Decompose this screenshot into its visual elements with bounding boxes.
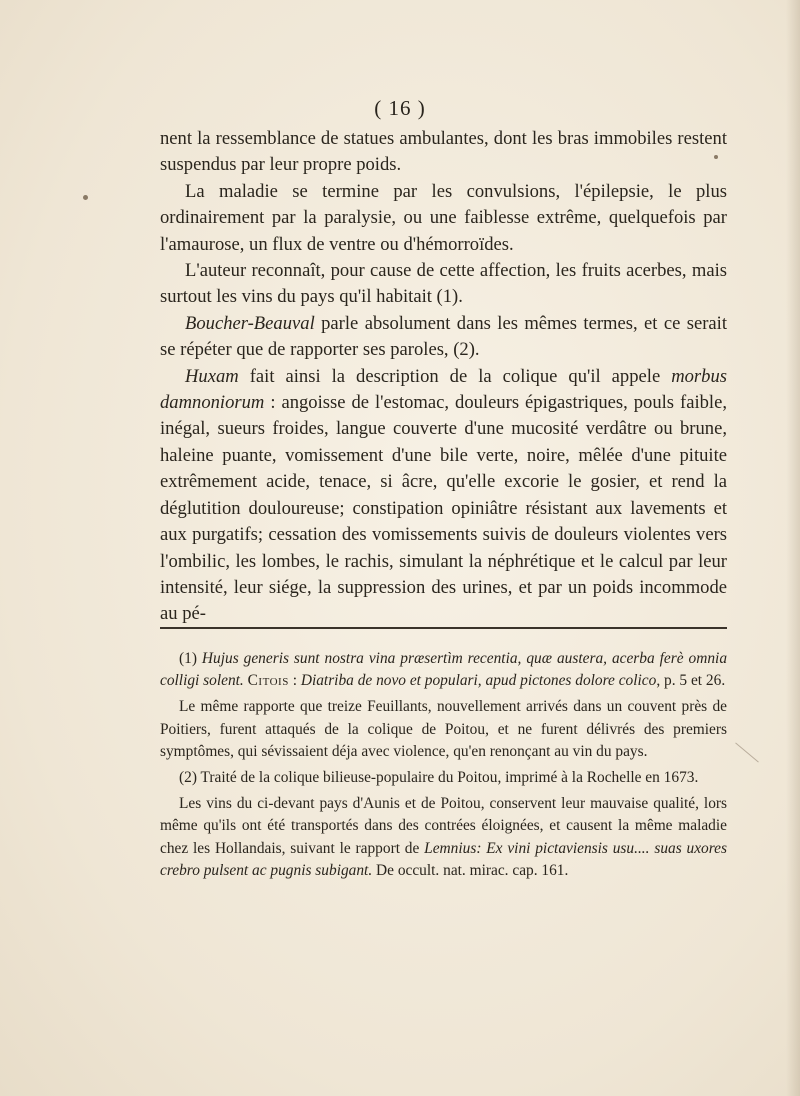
- page-reference: , p. 5 et 26.: [656, 672, 726, 690]
- footnote-marker: (1): [179, 650, 202, 667]
- footnote-separator: [160, 627, 727, 629]
- latin-quote: Lemnius: Ex vini pictaviensis usu.... suas uxores crebro pulsent ac pugnis subigant.: [160, 839, 727, 879]
- footnote-2-continued: [160, 793, 727, 882]
- page-edge-shadow: [786, 0, 800, 1096]
- footnote-2: (2) Traité de la colique bilieuse-populaire du Poitou, imprimé à la Rochelle en 1673.: [179, 769, 699, 787]
- footnote-1: [160, 648, 727, 692]
- page-number: ( 16 ): [374, 96, 426, 120]
- paragraph-text: : angoisse de l'estomac, douleurs épigastriques, pouls faible, inégal, sueurs froides, langue couverte d'une mucosité verdâtre ou brune, haleine puante, vomissement d'une bile verte, noire, mêlée d'une pituite extrêmement acide, tenace, si âcre, qu'elle excorie le gosier, et rend la déglutition douloureuse; constipation opiniâtre résistant aux lavements et aux purgatifs; cessation des vomissements suivis de douleurs violentes vers l'ombilic, les lombes, le rachis, simulant la néphrétique et le calcul par leur intensité, leur siége, la suppression des urines, et par un poids incommode au pé-: [160, 392, 727, 625]
- paragraph-text: fait ainsi la description de la colique qu'il appele: [238, 365, 672, 387]
- paragraph: La maladie se termine par les convulsions, l'épilepsie, le plus ordinairement par la paralysie, ou une faiblesse extrême, quelquefois par l'amaurose, un flux de ventre ou d'hémorroïdes.: [160, 180, 727, 255]
- cited-title: Diatriba de novo et populari, apud pictones dolore colico: [300, 672, 657, 690]
- footnote-text: Les vins du ci-devant pays d'Aunis et de Poitou, conservent leur mauvaise qualité, lors même qu'ils ont été transportés dans des contrées éloignées, et causent la même maladie chez les Hollandais, suivant le rapport de: [160, 795, 727, 857]
- footnote-1-continued: Le même rapporte que treize Feuillants, nouvellement arrivés dans un couvent près de Poitiers, furent attaqués de la colique de Poitou, et ne furent délivrés des premiers symptômes, qui sévissaient déja avec violence, qu'en renonçant au vin du pays.: [160, 698, 727, 760]
- source-reference: De occult. nat. mirac. cap. 161.: [372, 861, 569, 879]
- latin-term: morbus damnoniorum: [160, 365, 727, 414]
- paragraph: L'auteur reconnaît, pour cause de cette affection, les fruits acerbes, mais surtout les vins du pays qu'il habitait (1).: [160, 260, 727, 308]
- paragraph: [160, 311, 727, 364]
- paragraph: nent la ressemblance de statues ambulantes, dont les bras immobiles restent suspendus par leur propre poids.: [160, 128, 727, 176]
- ink-speck: [83, 195, 88, 200]
- paragraph: [160, 364, 727, 628]
- cited-author: Citois: [247, 672, 289, 690]
- author-name: Huxam: [185, 365, 239, 387]
- main-text: [160, 126, 727, 628]
- footnotes: [160, 648, 727, 886]
- author-name: Boucher-Beauval: [185, 312, 315, 334]
- paragraph-text: parle absolument dans les mêmes termes, et ce serait se répéter que de rapporter ses paroles, (2).: [160, 312, 727, 361]
- latin-quote: Hujus generis sunt nostra vina præsertìm recentia, quæ austera, acerba ferè omnia colligi solent.: [160, 650, 728, 690]
- separator: :: [288, 672, 301, 690]
